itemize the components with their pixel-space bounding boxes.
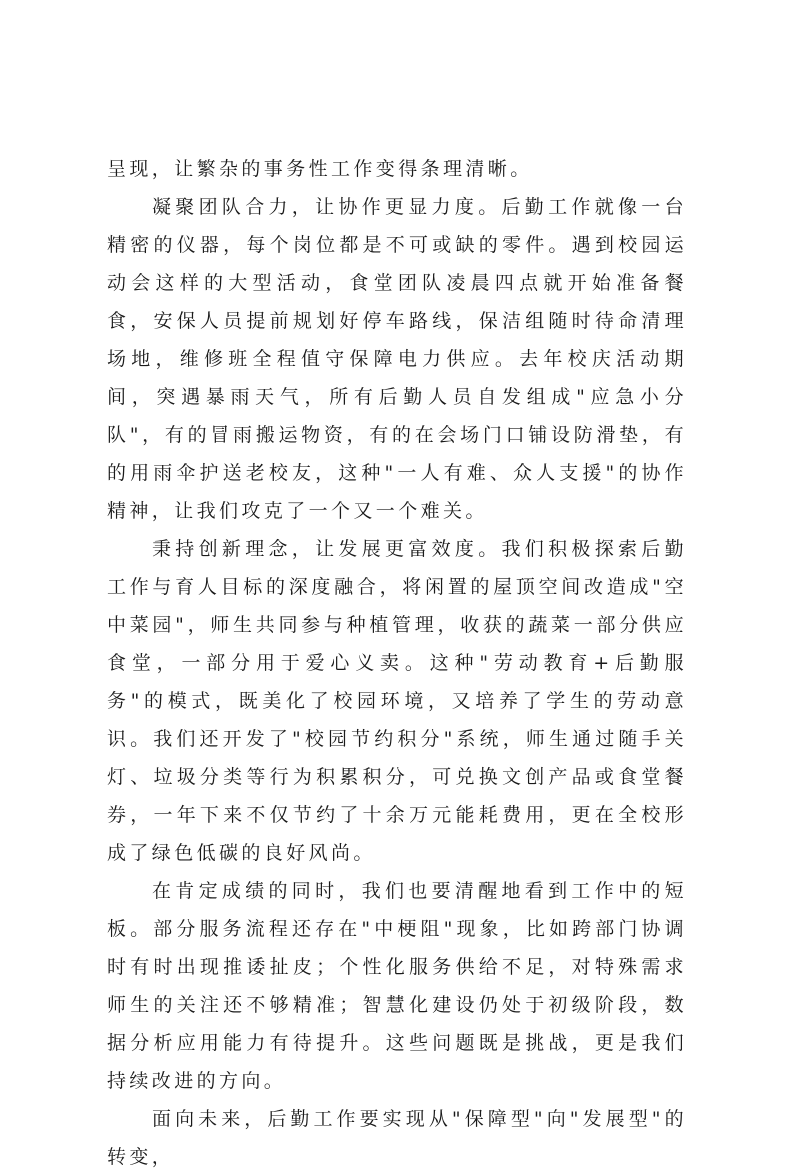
paragraph-innovation: 秉持创新理念，让发展更富效度。我们积极探索后勤工作与育人目标的深度融合，将闲置的屋顶空间改造成"空中菜园"，师生共同参与种植管理，收获的蔬菜一部分供应食堂，一部分用于爱心义卖。这种"劳动教育+后勤服务"的模式，既美化了校园环境，又培养了学生的劳动意识。我们还开发了"校园节约积分"系统，师生通过随手关灯、垃圾分类等行为积累积分，可兑换文创产品或食堂餐券，一年下来不仅节约了十余万元能耗费用，更在全校形成了绿色低碳的良好风尚。 [107,538,687,864]
paragraph-continuation: 呈现，让繁杂的事务性工作变得条理清晰。 [107,158,533,180]
paragraph-future: 面向未来，后勤工作要实现从"保障型"向"发展型"的转变， [107,1108,687,1168]
paragraph-teamwork: 凝聚团队合力，让协作更显力度。后勤工作就像一台精密的仪器，每个岗位都是不可或缺的零件。遇到校园运动会这样的大型活动，食堂团队凌晨四点就开始准备餐食，安保人员提前规划好停车路线，保洁组随时待命清理场地，维修班全程值守保障电力供应。去年校庆活动期间，突遇暴雨天气，所有后勤人员自发组成"应急小分队"，有的冒雨搬运物资，有的在会场门口铺设防滑垫，有的用雨伞护送老校友，这种"一人有难、众人支援"的协作精神，让我们攻克了一个又一个难关。 [107,196,687,522]
paragraph-shortcomings: 在肯定成绩的同时，我们也要清醒地看到工作中的短板。部分服务流程还存在"中梗阻"现象，比如跨部门协调时有时出现推诿扯皮；个性化服务供给不足，对特殊需求师生的关注还不够精准；智慧化建设仍处于初级阶段，数据分析应用能力有待提升。这些问题既是挑战，更是我们持续改进的方向。 [107,880,687,1092]
document-body [107,150,687,1176]
